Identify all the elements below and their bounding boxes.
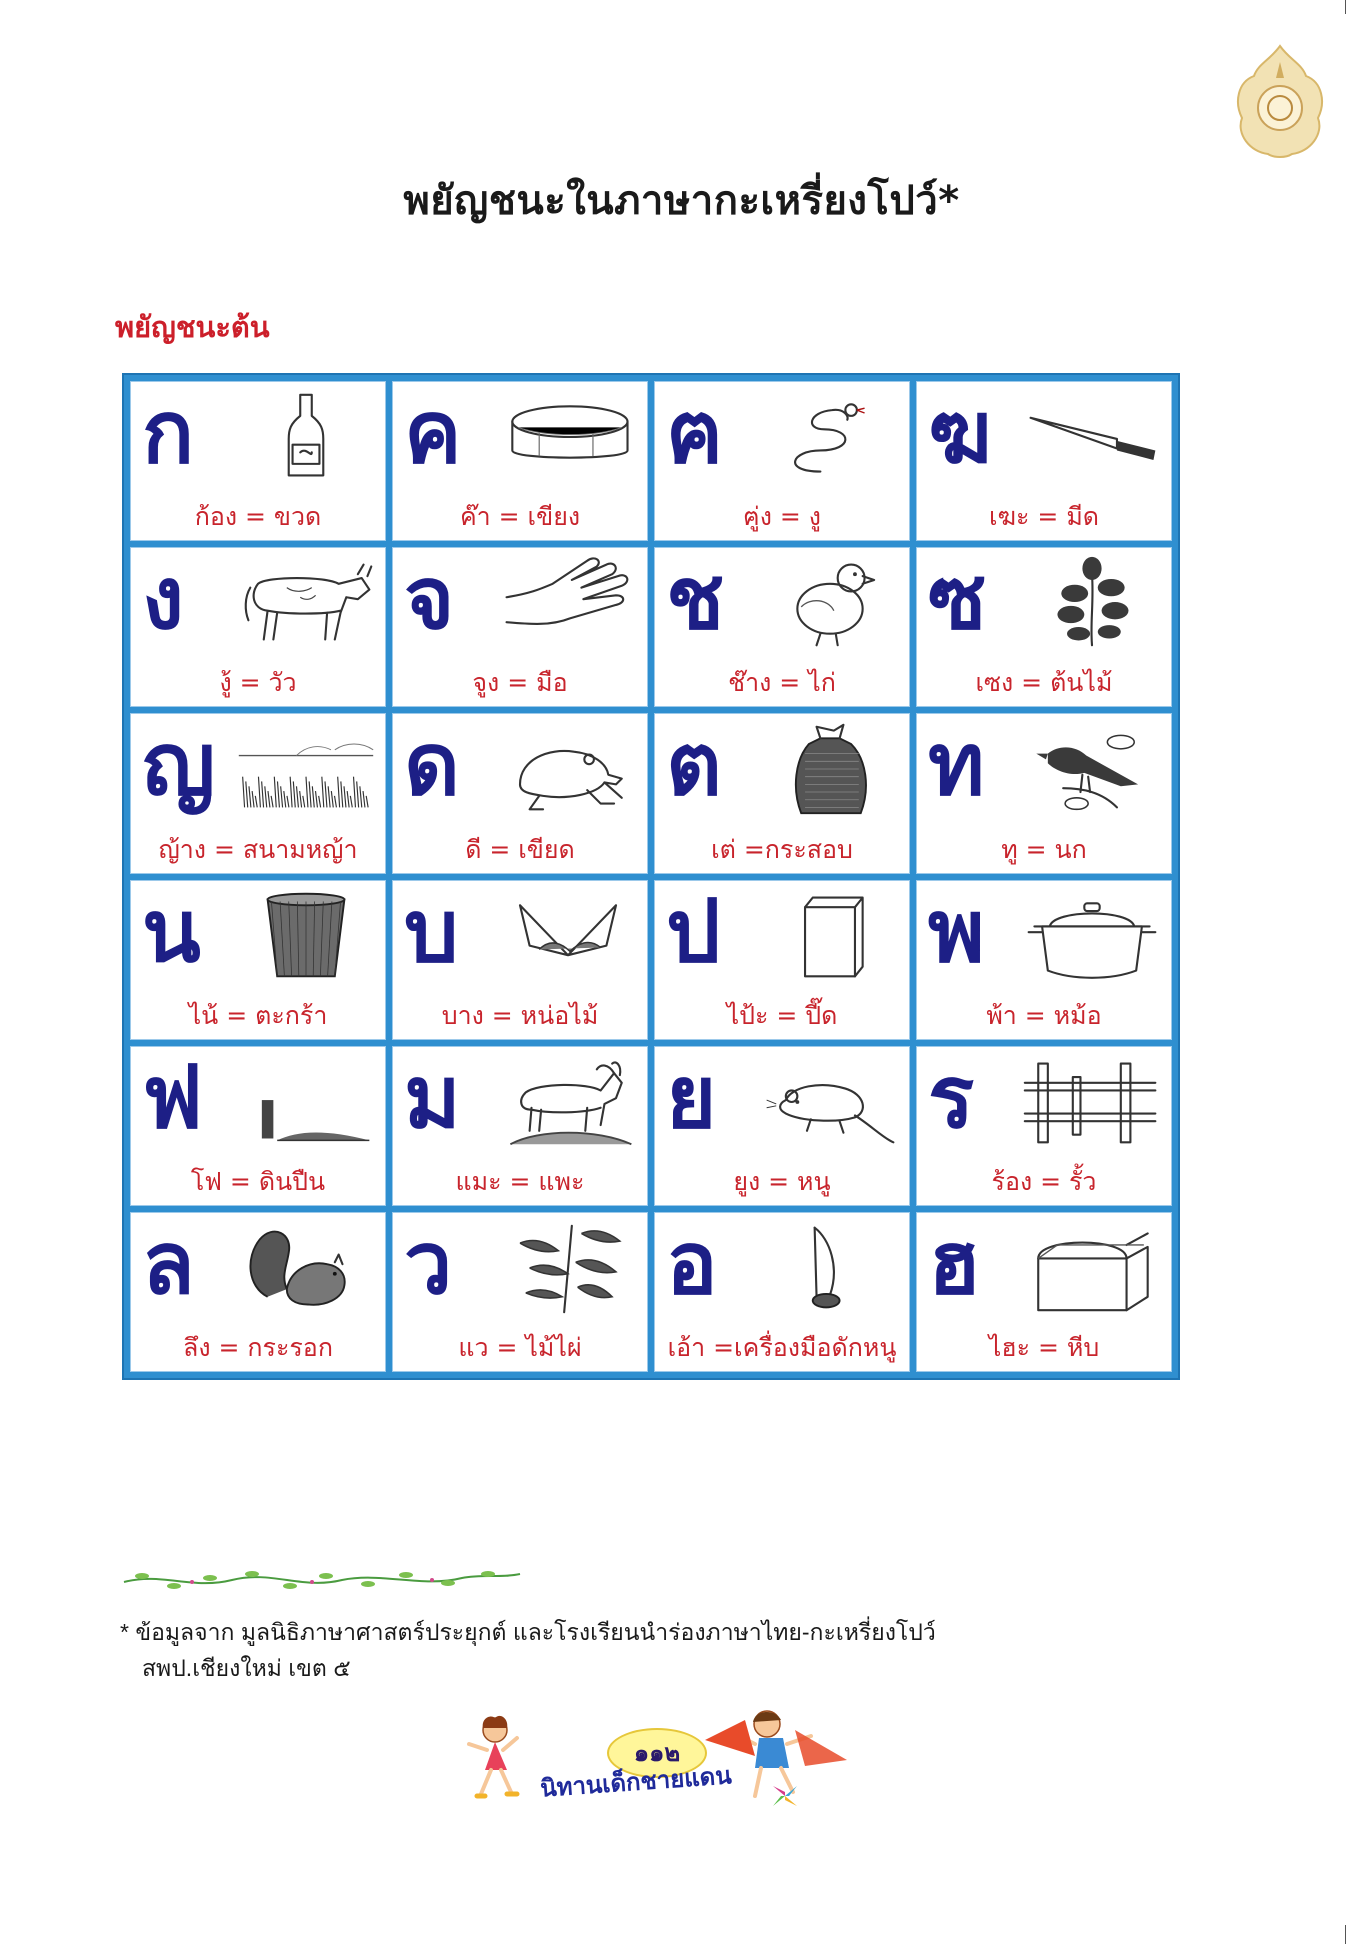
consonant-caption: แมะ = แพะ — [455, 1166, 585, 1196]
consonant-letter: น — [142, 881, 201, 982]
bamboo-shoot-icon — [498, 888, 638, 984]
page-title: พยัญชนะในภาษากะเหรี่ยงโปว์* — [403, 178, 960, 224]
consonant-letter: ล — [142, 1213, 195, 1314]
grass-field-icon — [236, 721, 376, 817]
section-label: พยัญชนะต้น — [115, 310, 270, 344]
vine-divider-icon — [122, 1566, 522, 1596]
consonant-cell — [130, 381, 386, 541]
footer-brand: นิทานเด็กชายแดน — [539, 1761, 733, 1803]
girl-figure-icon — [469, 1716, 517, 1796]
consonant-caption: ญ้าง = สนามหญ้า — [158, 834, 358, 864]
consonant-caption: งู้ = วัว — [219, 668, 297, 698]
hand-icon — [498, 555, 638, 651]
consonant-caption: ไน้ = ตะกร้า — [188, 1000, 328, 1030]
consonant-letter: บ — [404, 881, 459, 982]
consonant-caption: แว = ไม้ไผ่ — [458, 1333, 582, 1362]
consonant-cell — [392, 880, 648, 1040]
consonant-caption: เต่ =กระสอบ — [711, 834, 853, 864]
goat-icon — [498, 1054, 638, 1150]
consonant-caption: ทู = นก — [1001, 834, 1087, 864]
consonant-letter: ย — [666, 1047, 717, 1148]
pot-icon — [1022, 888, 1162, 984]
consonant-cell — [392, 1212, 648, 1372]
consonant-caption: เอ้า =เครื่องมือดักหนู — [667, 1333, 897, 1362]
consonant-cell — [916, 1046, 1172, 1206]
consonant-letter: ก — [142, 383, 195, 483]
consonant-letter: ด — [404, 715, 460, 816]
consonant-cell — [916, 1212, 1172, 1372]
consonant-cell — [916, 547, 1172, 707]
consonant-cell — [654, 547, 910, 707]
consonant-letter: ม — [404, 1047, 461, 1148]
bamboo-icon — [498, 1220, 638, 1316]
chest-icon — [1022, 1220, 1162, 1316]
consonant-cell — [916, 880, 1172, 1040]
footnote-line-2: สพป.เชียงใหม่ เขต ๕ — [142, 1654, 351, 1681]
consonant-cell — [130, 547, 386, 707]
plant-icon — [1022, 555, 1162, 651]
consonant-cell — [130, 880, 386, 1040]
basket-icon — [236, 888, 376, 984]
consonant-caption: โฟ = ดินปืน — [190, 1166, 326, 1196]
consonant-letter: ฆ — [928, 383, 992, 483]
consonant-letter: ฮ — [928, 1213, 981, 1314]
cow-icon — [236, 555, 376, 651]
consonant-letter: จ — [404, 549, 455, 650]
page-number: ๑๑๒ — [607, 1728, 707, 1778]
consonant-caption: จูง = มือ — [472, 668, 568, 698]
consonant-cell — [130, 1046, 386, 1206]
sack-icon — [760, 721, 900, 817]
consonant-cell — [392, 713, 648, 873]
consonant-caption: ช๊าง = ไก่ — [728, 668, 836, 698]
snake-icon — [760, 389, 900, 485]
consonant-cell — [130, 713, 386, 873]
frog-icon — [498, 721, 638, 817]
consonant-letter: ญ — [142, 715, 216, 816]
consonant-caption: ไฮะ = หีบ — [988, 1333, 1100, 1362]
consonant-letter: ป — [666, 881, 721, 982]
consonant-cell — [392, 547, 648, 707]
consonant-letter: ซ — [928, 549, 987, 650]
consonant-caption: ไป้ะ = ปี๊ด — [726, 1000, 838, 1030]
footnote — [120, 1615, 1220, 1686]
crop-mark-bottom-right — [1345, 1925, 1346, 1944]
consonant-caption: ดี = เขียด — [465, 834, 575, 864]
consonant-letter: ฅ — [666, 383, 724, 483]
consonant-caption: พ้า = หม้อ — [986, 1000, 1102, 1030]
gunpowder-icon — [236, 1054, 376, 1150]
consonant-caption: ลึง = กระรอก — [183, 1333, 333, 1362]
chick-icon — [760, 555, 900, 651]
bird-icon — [1022, 721, 1162, 817]
consonant-letter: พ — [928, 881, 985, 982]
consonant-letter: ค — [404, 383, 462, 483]
rat-trap-icon — [760, 1220, 900, 1316]
consonant-cell — [654, 381, 910, 541]
consonant-letter: ฟ — [142, 1047, 203, 1148]
rat-icon — [760, 1054, 900, 1150]
consonant-caption: บาง = หน่อไม้ — [441, 1000, 599, 1030]
consonant-letter: ว — [404, 1213, 453, 1314]
consonant-cell — [654, 1212, 910, 1372]
consonant-cell — [654, 1046, 910, 1206]
consonant-cell — [916, 381, 1172, 541]
consonant-letter: ร — [928, 1047, 975, 1148]
consonant-cell — [916, 713, 1172, 873]
consonant-caption: เซง = ต้นไม้ — [975, 668, 1113, 698]
consonant-chart — [122, 373, 1180, 1380]
consonant-caption: ก้อง = ขวด — [194, 502, 322, 532]
consonant-letter: อ — [666, 1213, 718, 1314]
knife-icon — [1022, 389, 1162, 485]
consonant-cell — [392, 1046, 648, 1206]
consonant-letter: ง — [142, 549, 184, 650]
crop-mark-top-right — [1345, 0, 1346, 14]
tin-box-icon — [760, 888, 900, 984]
fence-icon — [1022, 1054, 1162, 1150]
consonant-cell — [654, 713, 910, 873]
ministry-emblem-icon — [1232, 42, 1328, 160]
chopping-board-icon — [498, 389, 638, 485]
pinwheel-icon — [773, 1786, 797, 1806]
consonant-letter: ช — [666, 549, 725, 650]
consonant-letter: ท — [928, 715, 985, 816]
consonant-cell — [392, 381, 648, 541]
consonant-caption: ยูง = หนู — [733, 1166, 831, 1196]
footnote-line-1: * ข้อมูลจาก มูลนิธิภาษาศาสตร์ประยุกต์ และโรงเรียนนำร่องภาษาไทย-กะเหรี่ยงโปว์ — [120, 1619, 936, 1645]
consonant-caption: เฆะ = มีด — [988, 502, 1100, 532]
consonant-caption: ฅู่ง = งู — [743, 502, 821, 532]
consonant-letter: ต — [666, 715, 722, 816]
bottle-icon — [236, 389, 376, 485]
consonant-caption: ร้อง = รั้ว — [991, 1166, 1097, 1196]
consonant-caption: ค๊า = เขียง — [459, 502, 581, 532]
consonant-cell — [130, 1212, 386, 1372]
squirrel-icon — [236, 1220, 376, 1316]
consonant-cell — [654, 880, 910, 1040]
